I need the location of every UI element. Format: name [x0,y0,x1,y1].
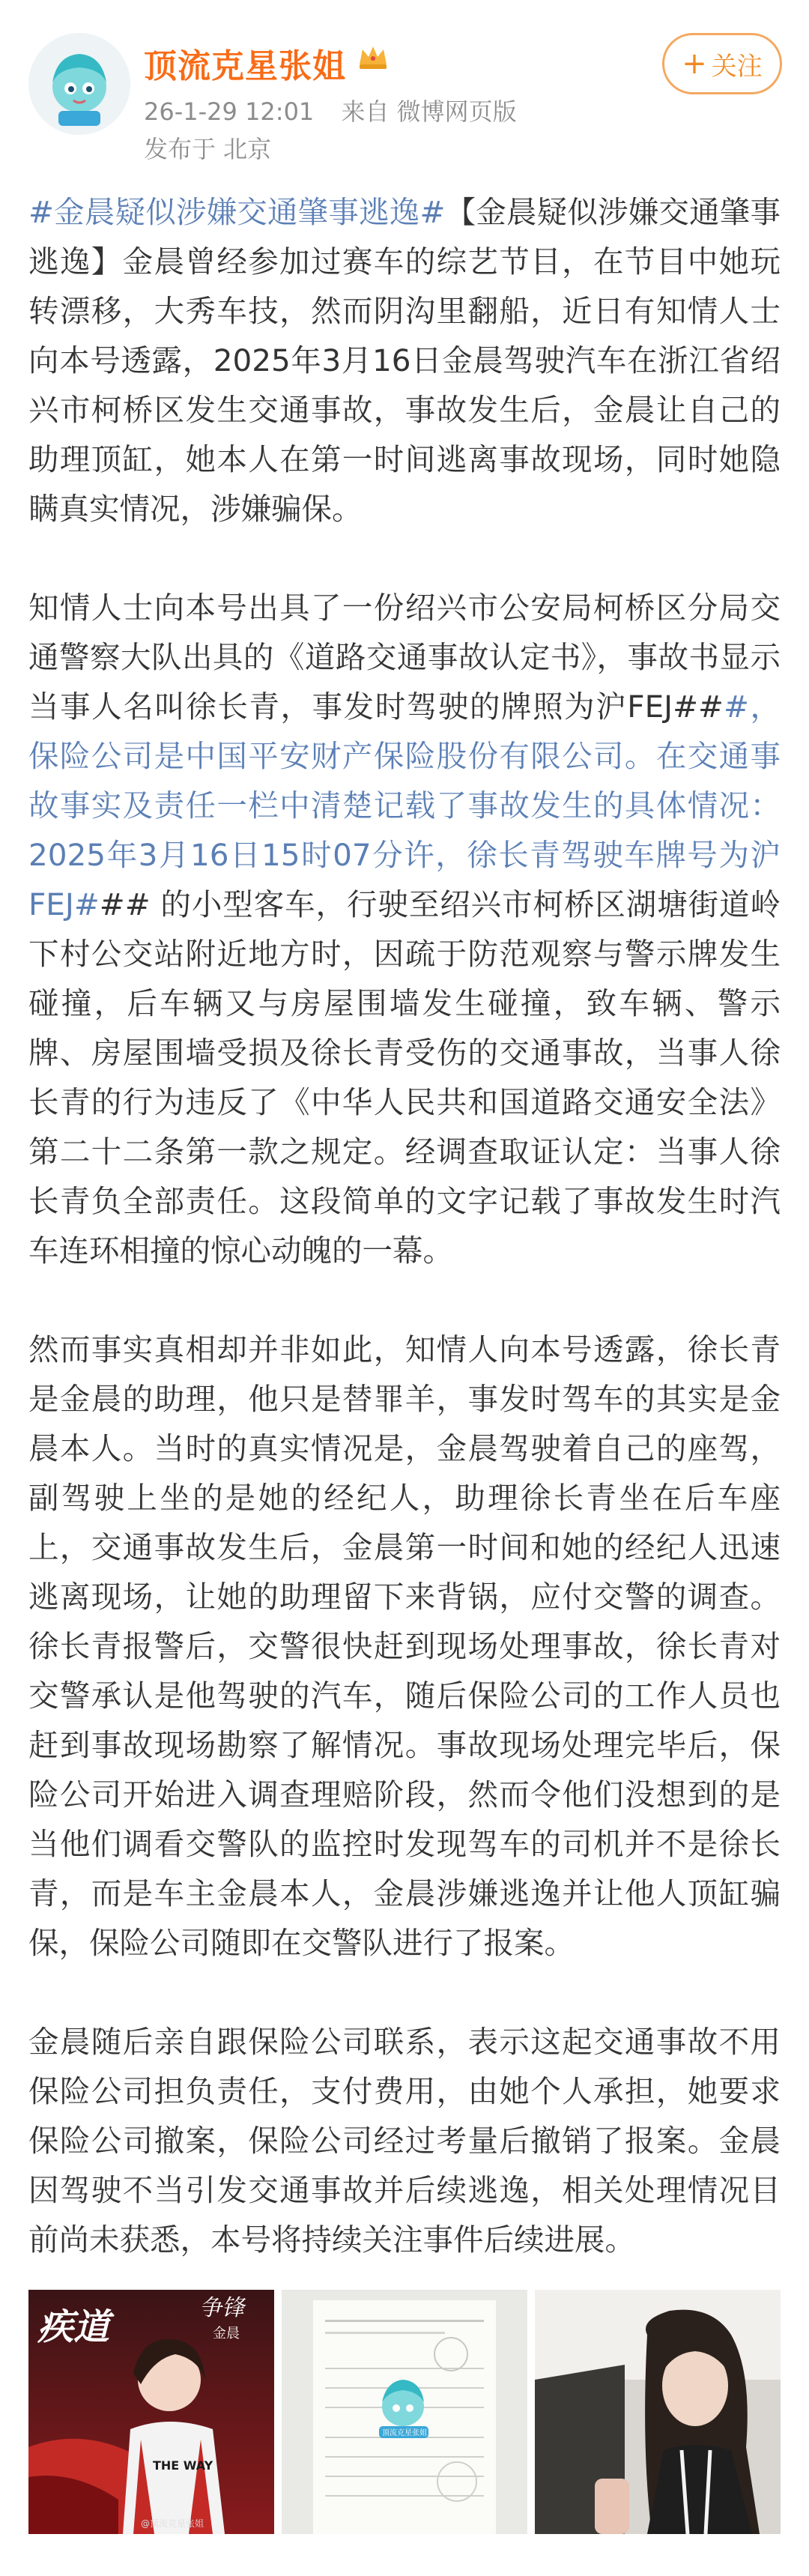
topic-link[interactable]: #金晨疑似涉嫌交通肇事逃逸# [28,194,446,230]
paragraph-2-text-a: 知情人士向本号出具了一份绍兴市公安局柯桥区分局交通警察大队出具的《道路交通事故认定书》，事故书显示当事人名叫徐长青，事发时驾驶的牌照为沪FEJ## [28,590,781,725]
paragraph-1-text: 【金晨疑似涉嫌交通肇事逃逸】金晨曾经参加过赛车的综艺节目，在节目中她玩转漂移，大秀车技，然而阴沟里翻船，近日有知情人士向本号透露，2025年3月16日金晨驾驶汽车在浙江省绍兴市柯桥区发生交通事故，事故发生后，金晨让自己的助理顶缸，她本人在第一时间逃离事故现场，同时她隐瞒真实情况，涉嫌骗保。 [28,194,781,527]
paragraph-1 [28,187,781,533]
image-watermark: @顶流克星张姐 [141,2518,204,2529]
follow-label: 关注 [711,51,763,82]
post-image-2[interactable] [282,2290,527,2534]
post-source: 来自 微博网页版 [341,97,517,126]
post-time: 26-1-29 12:01 [144,97,315,126]
paragraph-2-text-b: ## 的小型客车，行驶至绍兴市柯桥区湖塘街道岭下村公交站附近地方时，因疏于防范观察与警示牌发生碰撞，后车辆又与房屋围墙发生碰撞，致车辆、警示牌、房屋围墙受损及徐长青受伤的交通事故，当事人徐长青的行为违反了《中华人民共和国道路交通安全法》第二十二条第一款之规定。经调查取证认定：当事人徐长青负全部责任。这段简单的文字记载了事故发生时汽车连环相撞的惊心动魄的一幕。 [28,886,781,1269]
plus-icon: + [682,46,707,81]
follow-button[interactable] [662,33,782,94]
crown-icon [357,42,390,72]
highlighted-link[interactable]: #，保险公司是中国平安财产保险股份有限公司。在交通事故事实及责任一栏中清楚记载了事故发生的具体情况：2025年3月16日15时07分许，徐长青驾驶车牌号为沪FEJ# [28,689,781,922]
post-location: 发布于 北京 [144,135,272,163]
paragraph-3: 然而事实真相却并非如此，知情人向本号透露，徐长青是金晨的助理，他只是替罪羊，事发时驾车的其实是金晨本人。当时的真实情况是，金晨驾驶着自己的座驾，副驾驶上坐的是她的经纪人，助理徐长青坐在后车座上，交通事故发生后，金晨第一时间和她的经纪人迅速逃离现场，让她的助理留下来背锅，应付交警的调查。徐长青报警后，交警很快赶到现场处理事故，徐长青对交警承认是他驾驶的汽车，随后保险公司的工作人员也赶到事故现场勘察了解情况。事故现场处理完毕后，保险公司开始进入调查理赔阶段，然而令他们没想到的是当他们调看交警队的监控时发现驾车的司机并不是徐长青，而是车主金晨本人，金晨涉嫌逃逸并让他人顶缸骗保，保险公司随即在交警队进行了报案。 [28,1331,781,1961]
document-stamp: 顶流克星张姐 [382,2429,427,2437]
post-image-3[interactable] [535,2290,781,2534]
avatar-image [28,33,130,135]
image-grid [28,2290,781,2534]
selfie-image [535,2290,781,2534]
post-meta [144,93,536,127]
poster-name: 金晨 [213,2326,240,2341]
username[interactable]: 顶流克星张姐 [144,47,346,85]
post-content [28,187,781,2264]
document-image [282,2290,527,2534]
poster-image [28,2290,274,2534]
post-image-1[interactable] [28,2290,274,2534]
poster-shirt-text: THE WAY [153,2458,213,2473]
avatar[interactable] [28,33,130,135]
poster-title-b: 争锋 [199,2295,244,2321]
post-header [0,0,809,172]
poster-title-a: 疾道 [37,2306,110,2348]
paragraph-2 [28,583,781,1275]
paragraph-4: 金晨随后亲自跟保险公司联系，表示这起交通事故不用保险公司担负责任，支付费用，由她个人承担，她要求保险公司撤案，保险公司经过考量后撤销了报案。金晨因驾驶不当引发交通事故并后续逃逸，相关处理情况目前尚未获悉，本号将持续关注事件后续进展。 [28,2024,781,2258]
